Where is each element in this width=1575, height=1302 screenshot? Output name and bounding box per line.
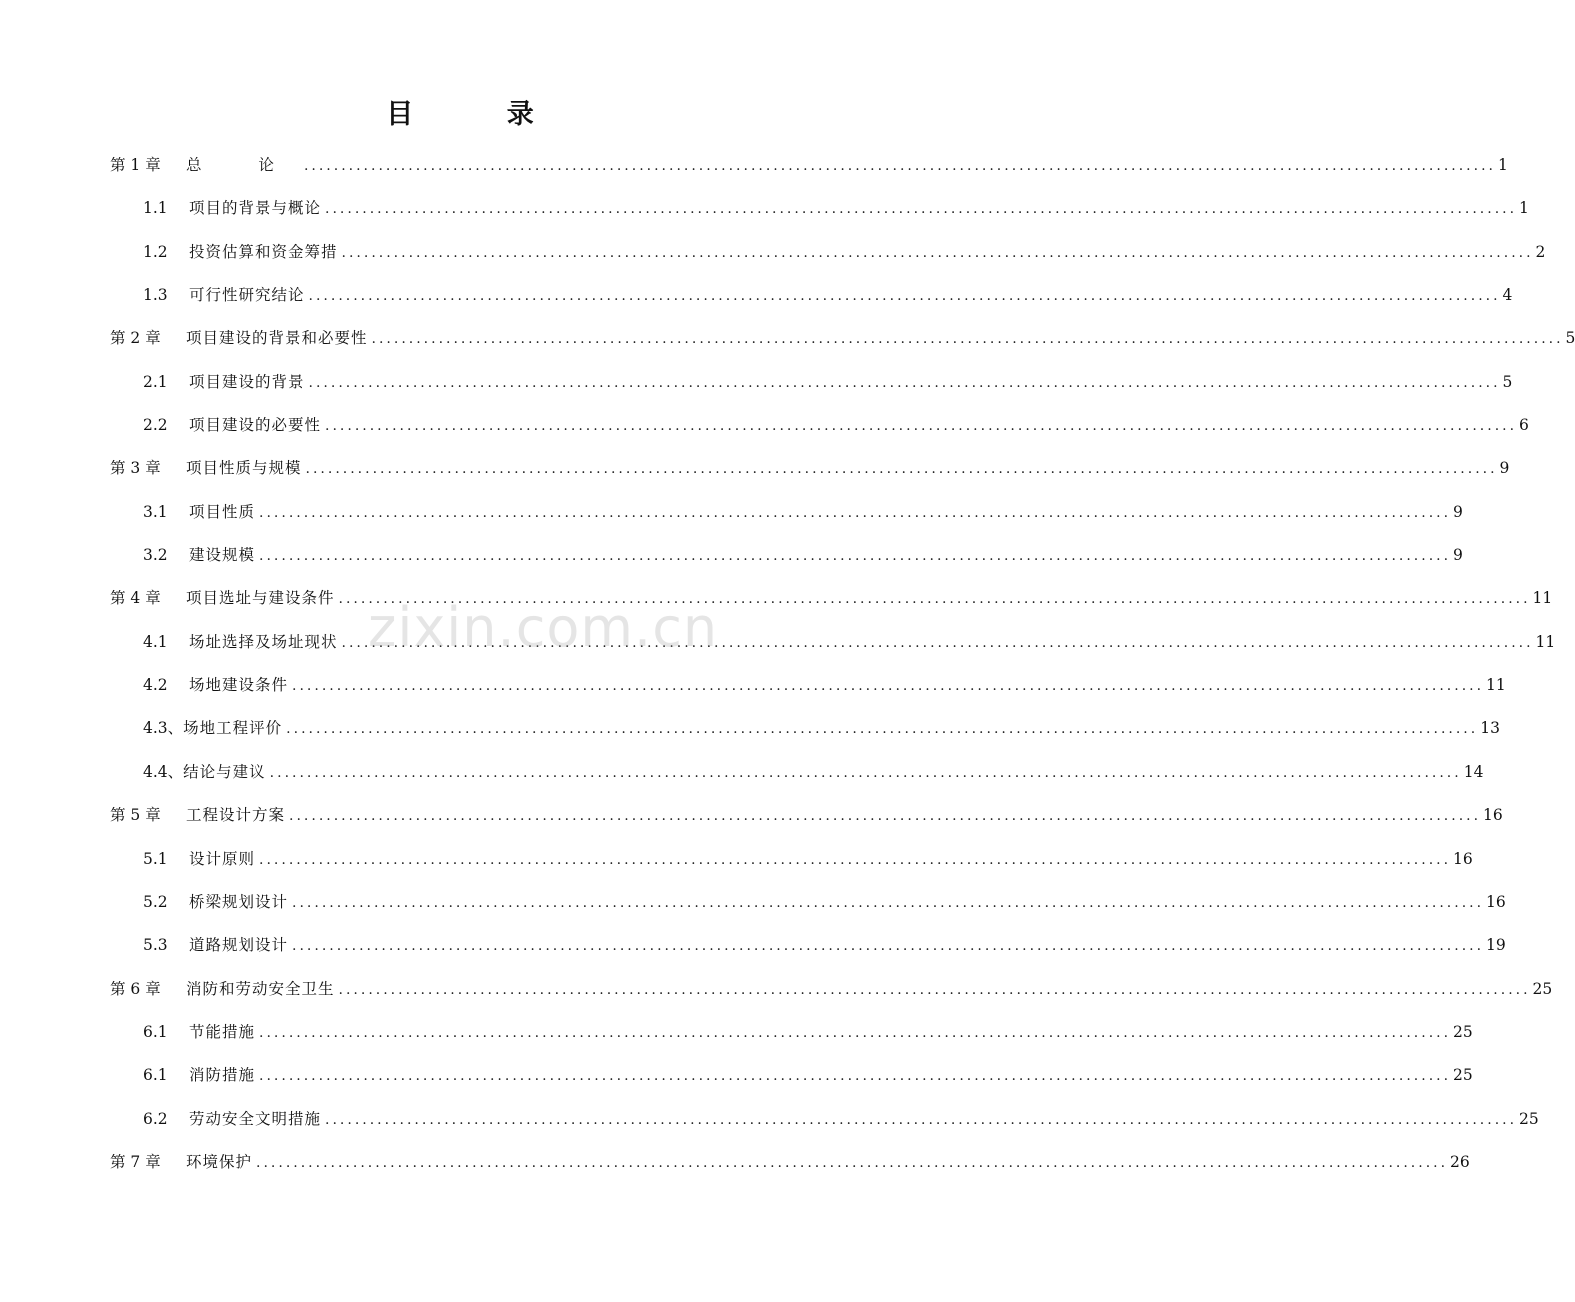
toc-entry-number: 6.1 — [143, 1022, 168, 1041]
toc-dot-leader: ................................................................................................................................................................ — [371, 331, 1564, 348]
toc-entry-number: 2.2 — [143, 416, 168, 435]
toc-entry-number: 3.1 — [143, 502, 168, 521]
toc-dot-leader: ................................................................................................................................................................ — [292, 894, 1485, 911]
toc-entry-title: 项目的背景与概论 — [189, 199, 322, 218]
toc-page-number: 11 — [1535, 632, 1556, 651]
toc-entry-number: 1.3 — [143, 286, 168, 305]
toc-entry-title: 场地建设条件 — [189, 676, 289, 695]
toc-section-entry[interactable] — [110, 231, 1546, 274]
toc-section-entry[interactable] — [110, 361, 1513, 404]
toc-section-entry[interactable] — [110, 751, 1484, 794]
toc-section-entry[interactable] — [110, 404, 1529, 447]
toc-entry-number: 2.1 — [143, 372, 168, 391]
toc-dot-leader: ................................................................................................................................................................ — [305, 461, 1498, 478]
toc-page-number: 2 — [1535, 242, 1546, 261]
toc-chapter-entry[interactable] — [110, 794, 1503, 837]
toc-entry-number: 4.2 — [143, 676, 168, 695]
toc-entry-title: 设计原则 — [189, 849, 256, 868]
toc-page-number: 16 — [1483, 806, 1503, 825]
toc-entry-number: 6.1 — [143, 1066, 168, 1085]
watermark: zixin.com.cn — [368, 596, 719, 659]
toc-section-entry[interactable] — [110, 274, 1513, 317]
toc-entry-number: 3.2 — [143, 546, 168, 565]
toc-chapter-entry[interactable] — [110, 317, 1575, 360]
toc-dot-leader: ................................................................................................................................................................ — [259, 504, 1452, 521]
toc-entry-title: 节能措施 — [189, 1022, 256, 1041]
toc-section-entry[interactable] — [110, 1054, 1473, 1097]
toc-dot-leader: ................................................................................................................................................................ — [289, 808, 1482, 825]
toc-entry-number: 第 4 章 — [110, 589, 161, 608]
toc-section-entry[interactable] — [110, 534, 1463, 577]
toc-dot-leader: ................................................................................................................................................................ — [341, 244, 1534, 261]
toc-page-number: 9 — [1453, 546, 1463, 565]
toc-entry-title: 消防措施 — [189, 1066, 256, 1085]
toc-entry-title: 项目选址与建设条件 — [186, 589, 335, 608]
toc-page-number: 25 — [1453, 1022, 1473, 1041]
toc-section-entry[interactable] — [110, 187, 1529, 230]
toc-section-entry[interactable] — [110, 621, 1556, 664]
toc-dot-leader: ................................................................................................................................................................ — [259, 548, 1452, 565]
toc-entry-title: 建设规模 — [189, 546, 256, 565]
toc-chapter-entry[interactable] — [110, 447, 1510, 490]
toc-page-number: 14 — [1463, 762, 1484, 781]
toc-dot-leader: ................................................................................................................................................................ — [256, 1154, 1449, 1171]
toc-page-number: 25 — [1453, 1066, 1473, 1085]
toc-entry-title: 道路规划设计 — [189, 936, 289, 955]
toc-dot-leader: ................................................................................................................................................................ — [338, 981, 1531, 998]
toc-entry-title: 桥梁规划设计 — [189, 892, 289, 911]
toc-page-number: 5 — [1502, 372, 1513, 391]
toc-section-entry[interactable] — [110, 1011, 1473, 1054]
toc-dot-leader: ................................................................................................................................................................ — [308, 374, 1501, 391]
toc-section-entry[interactable] — [110, 1098, 1539, 1141]
page-title: 目 录 — [386, 99, 576, 130]
toc-entry-title: 场地工程评价 — [183, 719, 283, 738]
toc-page-number: 25 — [1519, 1109, 1539, 1128]
toc-chapter-entry[interactable] — [110, 1141, 1470, 1184]
toc-page-number: 16 — [1453, 849, 1473, 868]
toc-entry-title: 投资估算和资金筹措 — [189, 242, 338, 261]
toc-entry-number: 第 1 章 — [110, 156, 161, 174]
toc-page-number: 1 — [1519, 199, 1529, 218]
toc-entry-number: 第 5 章 — [110, 806, 161, 825]
toc-entry-title: 可行性研究结论 — [189, 286, 305, 305]
toc-entry-number: 第 6 章 — [110, 979, 161, 998]
toc-entry-title: 场址选择及场址现状 — [189, 632, 338, 651]
toc-page-number: 11 — [1486, 676, 1506, 695]
toc-entry-title: 环境保护 — [186, 1152, 253, 1171]
toc-entry-number: 4.4、 — [143, 762, 184, 781]
toc-section-entry[interactable] — [110, 838, 1473, 881]
toc-entry-title: 项目建设的必要性 — [189, 416, 322, 435]
toc-page-number: 13 — [1480, 719, 1500, 738]
toc-chapter-entry[interactable] — [110, 144, 1508, 187]
toc-dot-leader: ................................................................................................................................................................ — [259, 1068, 1452, 1085]
toc-page-number: 9 — [1453, 502, 1463, 521]
toc-page-number: 9 — [1499, 459, 1510, 478]
toc-dot-leader: ................................................................................................................................................................ — [292, 678, 1485, 695]
toc-dot-leader: ................................................................................................................................................................ — [338, 591, 1531, 608]
toc-entry-number: 5.1 — [143, 849, 168, 868]
toc-entry-title: 项目性质 — [189, 502, 256, 521]
toc-entry-number: 4.3、 — [143, 719, 184, 738]
toc-section-entry[interactable] — [110, 924, 1506, 967]
toc-page-number: 19 — [1486, 936, 1506, 955]
toc-dot-leader: ................................................................................................................................................................ — [259, 851, 1452, 868]
toc-dot-leader: ................................................................................................................................................................ — [341, 634, 1534, 651]
toc-entry-number: 6.2 — [143, 1109, 168, 1128]
toc-dot-leader: ................................................................................................................................................................ — [308, 288, 1501, 305]
toc-page-number: 25 — [1532, 979, 1553, 998]
toc-dot-leader: ................................................................................................................................................................ — [286, 721, 1479, 738]
toc-page-number: 4 — [1502, 286, 1513, 305]
toc-entry-number: 第 3 章 — [110, 459, 161, 478]
toc-dot-leader: ................................................................................................................................................................ — [325, 1111, 1518, 1128]
toc-page-number: 6 — [1519, 416, 1529, 435]
toc-dot-leader: ................................................................................................................................................................ — [303, 158, 1496, 174]
toc-entry-number: 1.2 — [143, 242, 168, 261]
toc-page-number: 1 — [1497, 156, 1508, 174]
toc-entry-number: 第 2 章 — [110, 329, 161, 348]
toc-chapter-entry[interactable] — [110, 968, 1553, 1011]
toc-page-number: 5 — [1565, 329, 1575, 348]
toc-entry-title: 项目建设的背景和必要性 — [186, 329, 368, 348]
toc-chapter-entry[interactable] — [110, 577, 1553, 620]
toc-dot-leader: ................................................................................................................................................................ — [325, 201, 1518, 218]
toc-entry-number: 5.2 — [143, 892, 168, 911]
toc-entry-number: 1.1 — [143, 199, 168, 218]
toc-section-entry[interactable] — [110, 881, 1506, 924]
toc-entry-title: 项目性质与规模 — [186, 459, 302, 478]
toc-section-entry[interactable] — [110, 707, 1500, 750]
toc-dot-leader: ................................................................................................................................................................ — [292, 938, 1485, 955]
toc-dot-leader: ................................................................................................................................................................ — [325, 418, 1518, 435]
toc-entry-number: 5.3 — [143, 936, 168, 955]
toc-page-number: 11 — [1532, 589, 1553, 608]
toc-entry-title: 结论与建议 — [183, 762, 266, 781]
toc-page-number: 26 — [1450, 1152, 1470, 1171]
toc-dot-leader: ................................................................................................................................................................ — [259, 1024, 1452, 1041]
toc-section-entry[interactable] — [110, 664, 1506, 707]
toc-entry-number: 第 7 章 — [110, 1152, 161, 1171]
toc-entry-title: 工程设计方案 — [186, 806, 286, 825]
toc-entry-title: 消防和劳动安全卫生 — [186, 979, 335, 998]
toc-page-number: 16 — [1486, 892, 1506, 911]
toc-entry-title: 总 论 — [186, 156, 300, 174]
toc-dot-leader: ................................................................................................................................................................ — [269, 764, 1462, 781]
table-of-contents — [110, 144, 1575, 1184]
toc-section-entry[interactable] — [110, 491, 1463, 534]
toc-entry-title: 劳动安全文明措施 — [189, 1109, 322, 1128]
toc-entry-number: 4.1 — [143, 632, 168, 651]
toc-entry-title: 项目建设的背景 — [189, 372, 305, 391]
